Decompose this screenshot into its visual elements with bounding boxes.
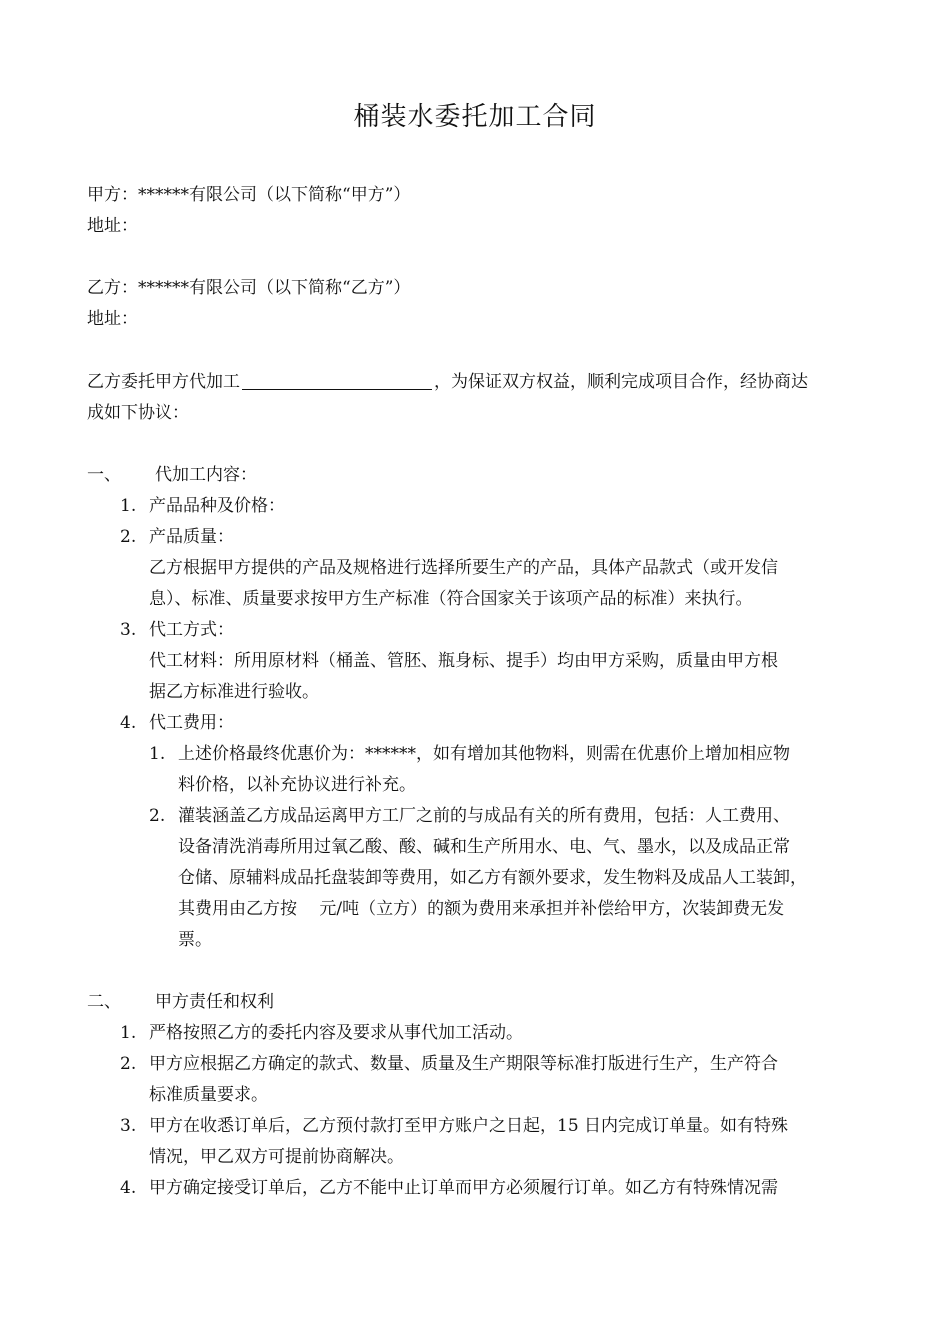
sub-item-text: 票。 (178, 930, 212, 950)
list-item-text: 标准质量要求。 (149, 1085, 268, 1105)
party-a-line: 甲方：******有限公司（以下简称“甲方”） (87, 185, 411, 205)
list-item-body: 代工材料：所用原材料（桶盖、管胚、瓶身标、提手）均由甲方采购，质量由甲方根 (149, 651, 778, 671)
sub-item-text: 设备清洗消毒所用过氧乙酸、酸、碱和生产所用水、电、气、墨水，以及成品正常 (178, 837, 790, 857)
list-item-text: 甲方确定接受订单后，乙方不能中止订单而甲方必须履行订单。如乙方有特殊情况需 (149, 1178, 778, 1198)
list-item-number: 4. (120, 713, 137, 733)
section-2-number: 二、 (87, 992, 121, 1012)
list-item-text: 严格按照乙方的委托内容及要求从事代加工活动。 (149, 1023, 523, 1043)
list-item-text: 甲方应根据乙方确定的款式、数量、质量及生产期限等标准打版进行生产，生产符合 (149, 1054, 778, 1074)
intro-line-1 (87, 367, 808, 398)
intro-text-before-blank: 乙方委托甲方代加工 (87, 372, 240, 392)
list-item-body: 据乙方标准进行验收。 (149, 682, 319, 702)
sub-item-text: 灌装涵盖乙方成品运离甲方工厂之前的与成品有关的所有费用，包括：人工费用、 (178, 806, 790, 826)
list-item-number: 4. (120, 1178, 137, 1198)
list-item-text: 产品质量： (149, 527, 234, 547)
list-item-text: 情况，甲乙双方可提前协商解决。 (149, 1147, 404, 1167)
party-a-address: 地址： (87, 216, 138, 236)
document-title: 桶装水委托加工合同 (353, 102, 597, 132)
list-item-text: 代工方式： (149, 620, 234, 640)
list-item-number: 3. (120, 620, 137, 640)
list-item-number: 2. (120, 1054, 137, 1074)
sub-item-text: 料价格，以补充协议进行补充。 (178, 775, 416, 795)
list-item-body: 乙方根据甲方提供的产品及规格进行选择所要生产的产品，具体产品款式（或开发信 (149, 558, 778, 578)
sub-item-text: 其费用由乙方按 元/吨（立方）的额为费用来承担并补偿给甲方，次装卸费无发 (178, 899, 785, 919)
fill-in-blank (242, 369, 432, 390)
intro-text-after-blank: ，为保证双方权益，顺利完成项目合作，经协商达 (434, 372, 808, 392)
sub-item-text: 上述价格最终优惠价为：******，如有增加其他物料，则需在优惠价上增加相应物 (178, 744, 790, 764)
sub-item-number: 2. (149, 806, 166, 826)
section-2-heading: 甲方责任和权利 (155, 992, 274, 1012)
list-item-number: 3. (120, 1116, 137, 1136)
list-item-body: 息）、标准、质量要求按甲方生产标准（符合国家关于该项产品的标准）来执行。 (149, 589, 753, 609)
sub-item-number: 1. (149, 744, 166, 764)
section-1-heading: 代加工内容： (155, 465, 257, 485)
list-item-number: 2. (120, 527, 137, 547)
list-item-text: 产品品种及价格： (149, 496, 285, 516)
list-item-text: 甲方在收悉订单后，乙方预付款打至甲方账户之日起，15 日内完成订单量。如有特殊 (149, 1116, 789, 1136)
sub-item-text: 仓储、原辅料成品托盘装卸等费用，如乙方有额外要求，发生物料及成品人工装卸， (178, 868, 807, 888)
party-b-line: 乙方：******有限公司（以下简称“乙方”） (87, 278, 411, 298)
section-1-number: 一、 (87, 465, 121, 485)
list-item-number: 1. (120, 1023, 137, 1043)
list-item-number: 1. (120, 496, 137, 516)
party-b-address: 地址： (87, 309, 138, 329)
list-item-text: 代工费用： (149, 713, 234, 733)
intro-line-2: 成如下协议： (87, 403, 189, 423)
